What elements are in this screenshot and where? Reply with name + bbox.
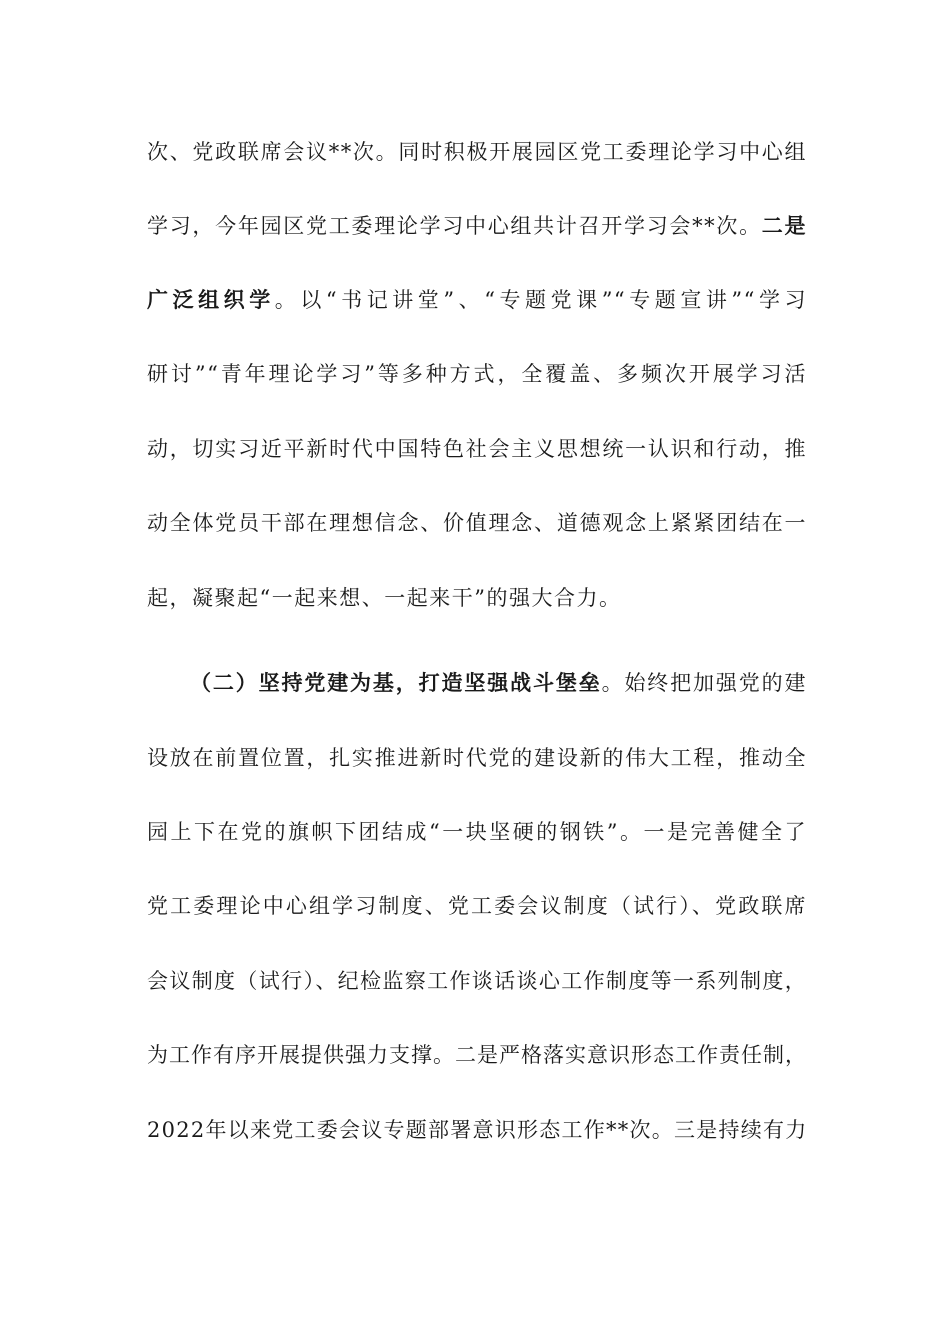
line-text: 动，切实习近平新时代中国特色社会主义思想统一认识和行动，推 <box>147 437 807 461</box>
line-text: 研讨”“青年理论学习”等多种方式，全覆盖、多频次开展学习活 <box>147 362 807 386</box>
paragraph-line <box>147 812 807 852</box>
line-text: 2022年以来党工委会议专题部署意识形态工作**次。三是持续有力 <box>147 1118 808 1142</box>
paragraph-line <box>147 354 807 394</box>
paragraph-line <box>147 961 807 1001</box>
line-text: 。以“书记讲堂”、“专题党课”“专题宣讲”“学习 <box>274 288 808 312</box>
paragraph-line <box>147 738 807 778</box>
paragraph-line <box>147 503 807 543</box>
paragraph-line <box>147 886 807 926</box>
line-bold-text: 二是 <box>761 213 808 238</box>
line-text: 。始终把加强党的建 <box>601 671 808 695</box>
section-heading-line <box>190 663 807 703</box>
paragraph-line <box>147 132 807 172</box>
paragraph-line <box>147 206 807 246</box>
line-text: 为工作有序开展提供强力支撑。二是严格落实意识形态工作责任制， <box>147 1043 807 1067</box>
line-text: 动全体党员干部在理想信念、价值理念、道德观念上紧紧团结在一 <box>147 511 807 535</box>
line-text: 次、党政联席会议**次。同时积极开展园区党工委理论学习中心组 <box>147 140 807 164</box>
paragraph-line <box>147 1035 807 1075</box>
line-text: 学习，今年园区党工委理论学习中心组共计召开学习会**次。 <box>147 214 762 238</box>
section-heading: （二）坚持党建为基，打造坚强战斗堡垒 <box>190 670 602 695</box>
line-text: 起，凝聚起“一起来想、一起来干”的强大合力。 <box>147 586 622 610</box>
paragraph-line <box>147 578 807 618</box>
line-bold-text: 广泛组织学 <box>147 287 275 312</box>
line-text: 设放在前置位置，扎实推进新时代党的建设新的伟大工程，推动全 <box>147 746 807 770</box>
paragraph-line <box>147 429 807 469</box>
line-text: 党工委理论中心组学习制度、党工委会议制度（试行）、党政联席 <box>147 894 807 918</box>
paragraph-line <box>147 280 807 320</box>
line-text: 会议制度（试行）、纪检监察工作谈话谈心工作制度等一系列制度， <box>147 969 807 993</box>
line-text: 园上下在党的旗帜下团结成“一块坚硬的钢铁”。一是完善健全了 <box>147 820 807 844</box>
paragraph-line <box>147 1110 807 1150</box>
